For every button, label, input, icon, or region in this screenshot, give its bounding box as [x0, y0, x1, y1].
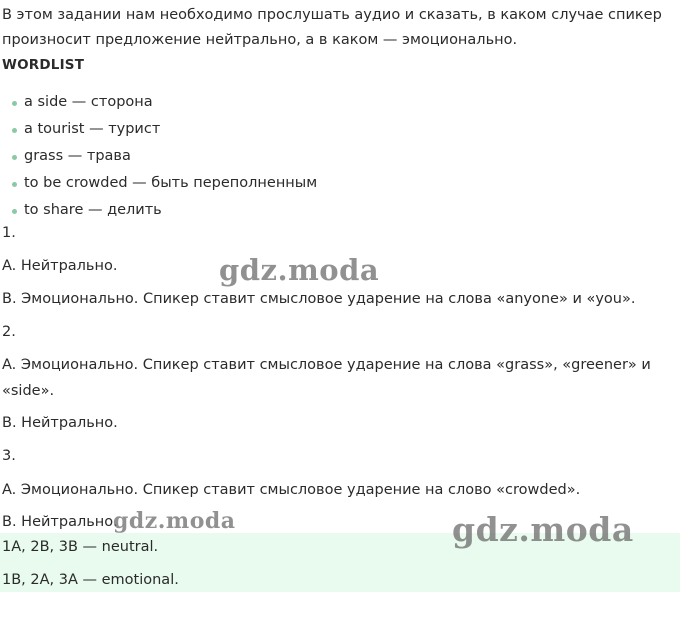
bullet-icon — [12, 155, 17, 160]
watermark-logo: gdz.moda — [113, 508, 236, 534]
wordlist-item — [0, 197, 317, 224]
bullet-icon — [12, 128, 17, 133]
task-number: 2. — [2, 324, 16, 340]
task-option-a: A. Эмоционально. Спикер ставит смысловое ударение на слова «grass», «greener» и «side». — [2, 357, 651, 399]
wordlist-item — [0, 116, 317, 143]
task-option-b: B. Нейтрально. — [2, 514, 118, 530]
task-option-a: A. Эмоционально. Спикер ставит смысловое ударение на слово «crowded». — [2, 482, 581, 498]
watermark-logo: gdz.moda — [452, 510, 634, 549]
wordlist — [0, 89, 317, 224]
intro-text: В этом задании нам необходимо прослушать аудио и сказать, в каком случае спикер произносит предложение нейтрально, а в каком — эмоционально. — [2, 7, 662, 48]
task-number: 1. — [2, 225, 16, 241]
bullet-icon — [12, 209, 17, 214]
wordlist-item-text: to share — делить — [24, 202, 162, 218]
wordlist-item-text: to be crowded — быть переполненным — [24, 175, 318, 191]
task-option-a: A. Нейтрально. — [2, 258, 118, 274]
wordlist-item-text: a side — сторона — [24, 94, 153, 110]
wordlist-item — [0, 89, 317, 116]
bullet-icon — [12, 182, 17, 187]
wordlist-heading: WORDLIST — [2, 57, 85, 73]
wordlist-item-text: a tourist — турист — [24, 121, 161, 137]
task-option-b: B. Эмоционально. Спикер ставит смысловое ударение на слова «anyone» и «you». — [2, 291, 636, 307]
task-number: 3. — [2, 448, 16, 464]
bullet-icon — [12, 101, 17, 106]
wordlist-item — [0, 170, 317, 197]
answer-neutral: 1A, 2B, 3B — neutral. — [2, 539, 159, 555]
task-option-b: B. Нейтрально. — [2, 415, 118, 431]
wordlist-item-text: grass — трава — [24, 148, 131, 164]
watermark-logo: gdz.moda — [219, 253, 380, 287]
answer-emotional: 1B, 2A, 3A — emotional. — [2, 572, 179, 588]
wordlist-item — [0, 143, 317, 170]
